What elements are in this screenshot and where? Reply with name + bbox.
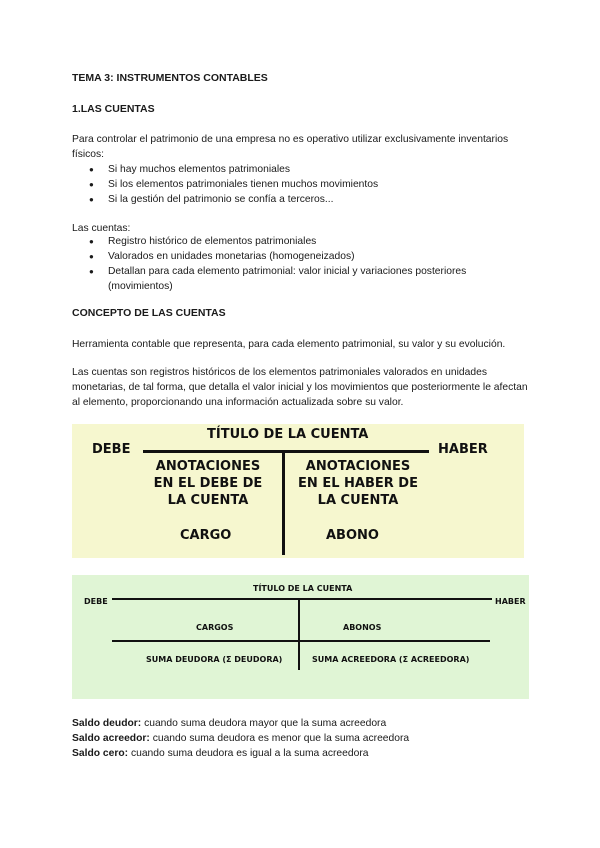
- haber-annotation-line: EN EL HABER DE: [298, 476, 418, 491]
- t-account-horizontal-line: [143, 450, 429, 453]
- haber-annotation-block: [292, 458, 424, 509]
- haber-annotation-line: LA CUENTA: [317, 493, 399, 508]
- definition-term: Saldo acreedor:: [72, 733, 150, 744]
- suma-deudora-label: SUMA DEUDORA (Σ DEUDORA): [146, 655, 283, 664]
- cargo-label: CARGO: [180, 528, 232, 543]
- definition-line: [72, 746, 409, 761]
- definition-line: [72, 731, 409, 746]
- suma-acreedora-label: SUMA ACREEDORA (Σ ACREEDORA): [312, 655, 470, 664]
- cargos-label: CARGOS: [196, 623, 234, 632]
- diagram-title: TÍTULO DE LA CUENTA: [253, 584, 353, 593]
- list-item: ● Valorados en unidades monetarias (homogeneizados): [72, 249, 532, 264]
- t-account-diagram-2: [72, 575, 529, 699]
- haber-label: HABER: [438, 442, 488, 457]
- cuentas-label: Las cuentas:: [72, 223, 131, 234]
- t-account-horizontal-line: [112, 598, 492, 600]
- diagram-title: TÍTULO DE LA CUENTA: [207, 427, 369, 442]
- debe-annotation-block: [144, 458, 272, 509]
- abono-label: ABONO: [326, 528, 379, 543]
- sum-divider-line: [112, 640, 490, 642]
- section-heading-las-cuentas: 1.LAS CUENTAS: [72, 103, 155, 115]
- definition-line: [72, 716, 409, 731]
- debe-label: DEBE: [92, 442, 131, 457]
- definition-text: cuando suma deudora es menor que la suma acreedora: [149, 733, 410, 744]
- definition-term: Saldo deudor:: [72, 718, 142, 729]
- document-title: TEMA 3: INSTRUMENTOS CONTABLES: [72, 72, 268, 84]
- debe-annotation-line: LA CUENTA: [167, 493, 249, 508]
- list-item: ● Detallan para cada elemento patrimonial: valor inicial y variaciones posteriores (movimientos): [72, 264, 492, 294]
- t-account-diagram-1: [72, 424, 524, 558]
- list-item: ● Si hay muchos elementos patrimoniales: [72, 162, 532, 177]
- haber-label: HABER: [495, 597, 526, 606]
- intro-paragraph: Para controlar el patrimonio de una empresa no es operativo utilizar exclusivamente inventarios físicos:: [72, 134, 509, 160]
- list-item: ● Si los elementos patrimoniales tienen muchos movimientos: [72, 177, 532, 192]
- concepto-paragraph-1: Herramienta contable que representa, para cada elemento patrimonial, su valor y su evolución.: [72, 339, 506, 350]
- debe-annotation-line: EN EL DEBE DE: [153, 476, 263, 491]
- concepto-paragraph-2: Las cuentas son registros históricos de los elementos patrimoniales valorados en unidades monetarias, de tal forma, que detalla el valor inicial y los movimientos que posteriormente le afectan al elemento, proporcionando una información actualizada sobre su valor.: [72, 367, 528, 408]
- debe-label: DEBE: [84, 597, 108, 606]
- definition-text: cuando suma deudora es igual a la suma acreedora: [128, 748, 369, 759]
- haber-annotation-line: ANOTACIONES: [305, 459, 411, 474]
- cuentas-bullet-list: [72, 234, 532, 294]
- definition-text: cuando suma deudora mayor que la suma acreedora: [141, 718, 387, 729]
- debe-annotation-line: ANOTACIONES: [155, 459, 261, 474]
- t-account-vertical-line: [282, 451, 285, 555]
- abonos-label: ABONOS: [343, 623, 382, 632]
- definition-term: Saldo cero:: [72, 748, 129, 759]
- saldo-definitions: [72, 716, 409, 761]
- t-account-vertical-line: [298, 598, 300, 670]
- section-heading-concepto: CONCEPTO DE LAS CUENTAS: [72, 307, 226, 319]
- list-item: ● Si la gestión del patrimonio se confía a terceros...: [72, 192, 532, 207]
- list-item: ● Registro histórico de elementos patrimoniales: [72, 234, 532, 249]
- intro-bullet-list: [72, 162, 532, 207]
